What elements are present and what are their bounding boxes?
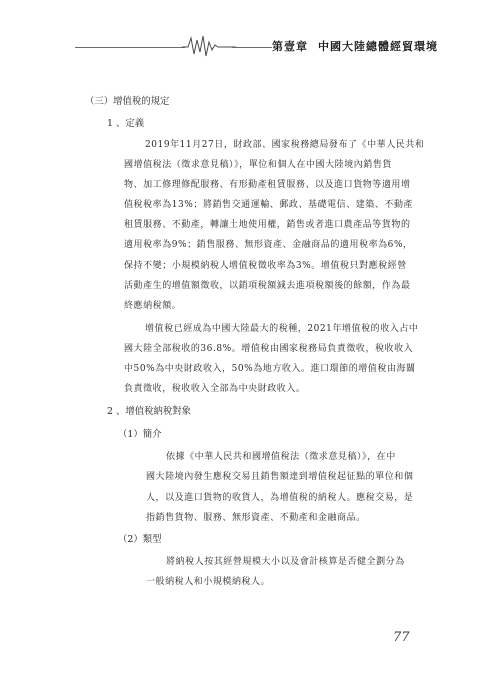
chapter-label: [272, 38, 438, 54]
chapter-title: 中國大陸總體經貿環境: [318, 40, 438, 53]
header-rule-right: [232, 47, 272, 48]
paragraph-line: 將納稅人按其經營規模大小以及會計核算是否健全劃分為: [166, 557, 405, 567]
paragraph-line: 國大陸境內發生應稅交易且銷售額達到增值稅起征點的單位和個: [146, 472, 414, 482]
paragraph-line: 依據《中華人民共和國增值稅法（徵求意見稿）》，在中: [166, 452, 396, 462]
paragraph-line: 一般納稅人和小規模納稅人。: [146, 577, 271, 587]
paragraph-line: 2019年11月27日，財政部、國家稅務總局發布了《中華人民共和: [145, 140, 425, 150]
chapter-number: 第壹章: [272, 40, 308, 53]
paragraph-line: 中50%為中央財政收入，50%為地方收入。進口環節的增值稅由海關: [124, 364, 416, 374]
item-heading-introduction: （1）簡介: [118, 429, 162, 440]
paragraph-line: 國大陸全部稅收的36.8%。增值稅由國家稅務局負責徵收，稅收收入: [124, 344, 414, 354]
paragraph-line: 租賃服務、不動產，轉讓土地使用權，銷售或者進口農產品等貨物的: [124, 220, 411, 230]
header-rule-left: [75, 47, 185, 48]
paragraph-line: 負責徵收，稅收收入全部為中央財政收入。: [124, 384, 306, 394]
subsection-heading-taxpayers: 2 、增值稅納稅對象: [107, 406, 191, 417]
paragraph-line: 人，以及進口貨物的收貨人，為增值稅的納稅人。應稅交易，是: [146, 493, 414, 503]
paragraph-line: 適用稅率為9%；銷售服務、無形資產、金融商品的適用稅率為6%，: [124, 240, 413, 250]
paragraph-line: 國增值稅法（徵求意見稿）》，單位和個人在中國大陸境內銷售貨: [124, 160, 392, 170]
paragraph-line: 保持不變；小規模納稅人增值稅徵收率為3%。增值稅只對應稅經營: [124, 261, 407, 271]
paragraph-line: 值稅稅率為13%；將銷售交通運輸、郵政、基礎電信、建築、不動產: [124, 200, 414, 210]
page-header: [0, 0, 480, 72]
heartbeat-pulse-icon: [182, 34, 236, 58]
subsection-heading-definition: 1 、定義: [107, 118, 145, 129]
paragraph-line: 終應納稅額。: [124, 301, 182, 311]
paragraph-line: 活動產生的增值額徵收，以銷項稅額減去進項稅額後的餘額，作為最: [124, 281, 411, 291]
item-heading-types: （2）類型: [118, 534, 162, 545]
section-heading: （三）增值稅的規定: [85, 96, 170, 107]
paragraph-line: 增值稅已經成為中國大陸最大的稅種，2021年增值稅的收入占中: [145, 324, 419, 334]
paragraph-line: 指銷售貨物、服務、無形資產、不動產和金融商品。: [146, 513, 366, 523]
page-number: 77: [393, 630, 410, 645]
paragraph-line: 物、加工修理修配服務、有形動產租賃服務、以及進口貨物等適用增: [124, 180, 411, 190]
